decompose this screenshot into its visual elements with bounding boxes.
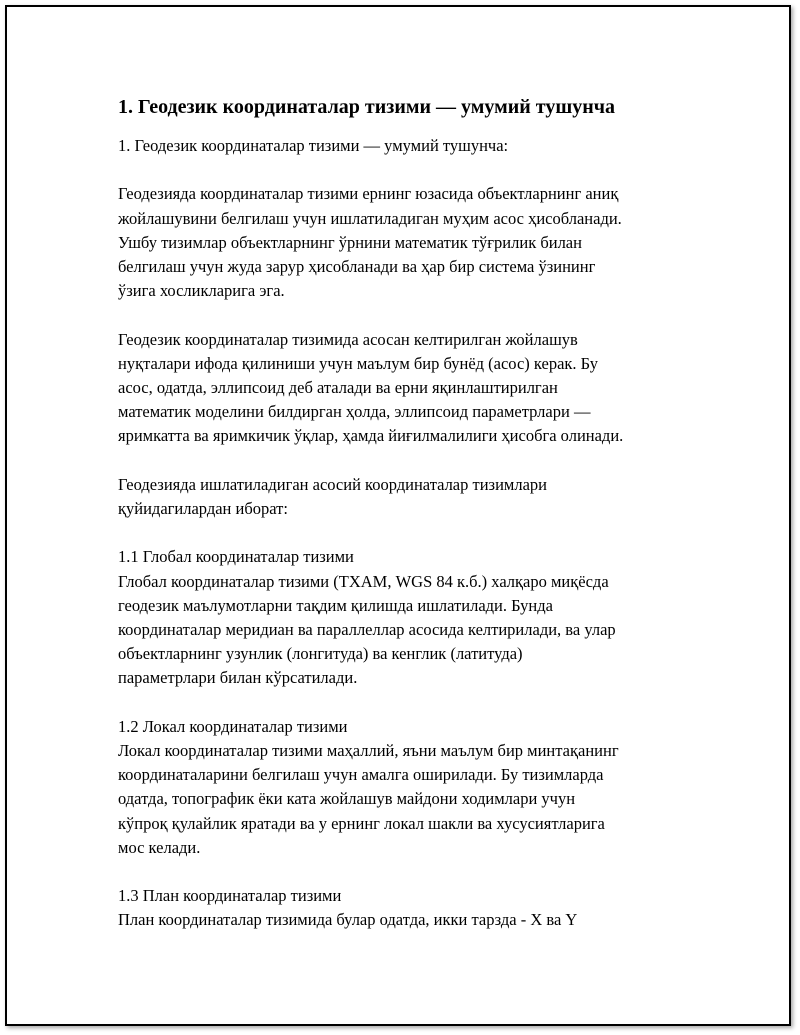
- text-line: кўпроқ қулайлик яратади ва у ернинг локал шакли ва хусусиятларига: [118, 813, 605, 833]
- text-line: объектларнинг узунлик (лонгитуда) ва кенглик (латитуда): [118, 644, 523, 664]
- document-body: [118, 134, 718, 933]
- text-line: мос келади.: [118, 837, 201, 857]
- text-line: 1.1 Глобал координаталар тизими: [118, 547, 354, 567]
- text-line: математик моделини билдирган ҳолда, эллипсоид параметрлари —: [118, 402, 591, 422]
- text-line: ўзига хосликларига эга.: [118, 281, 285, 301]
- paragraph-gap: [118, 521, 718, 545]
- text-line: Глобал координаталар тизими (ТХАМ, WGS 84 к.б.) халқаро миқёсда: [118, 571, 609, 591]
- text-line: одатда, топографик ёки ката жойлашув майдони ходимлари учун: [118, 789, 576, 809]
- text-line: параметрлари билан кўрсатилади.: [118, 668, 358, 688]
- text-line: 1.2 Локал координаталар тизими: [118, 716, 348, 736]
- text-line: яримкатта ва яримкичик ўқлар, ҳамда йиғилмалилиги ҳисобга олинади.: [118, 426, 624, 446]
- text-line: План координаталар тизимида булар одатда, икки тарзда - X ва Y: [118, 910, 578, 930]
- text-line: қуйидагилардан иборат:: [118, 499, 288, 518]
- text-line: 1. Геодезик координаталар тизими — умумий тушунча:: [118, 136, 509, 155]
- paragraph-gap: [118, 303, 718, 327]
- text-line: координаталарини белгилаш учун амалга оширилади. Бу тизимларда: [118, 765, 604, 785]
- text-line: Геодезик координаталар тизимида асосан келтирилган жойлашув: [118, 329, 578, 349]
- document-heading: 1. Геодезик координаталар тизими — умумий тушунча: [118, 96, 616, 118]
- text-line: координаталар меридиан ва параллеллар асосида келтирилади, ва улар: [118, 620, 616, 639]
- text-line: Геодезияда координаталар тизими ернинг юзасида объектларнинг аниқ: [118, 184, 619, 204]
- text-line: асос, одатда, эллипсоид деб аталади ва ерни яқинлаштирилган: [118, 378, 558, 397]
- text-line: белгилаш учун жуда зарур ҳисобланади ва ҳар бир система ўзининг: [118, 257, 596, 276]
- paragraph-gap: [118, 158, 718, 182]
- document-content: [118, 94, 718, 933]
- paragraph-gap: [118, 449, 718, 473]
- text-line: Локал координаталар тизими маҳаллий, яъни маълум бир минтақанинг: [118, 741, 619, 760]
- paragraph-gap: [118, 860, 718, 884]
- text-line: нуқталари ифода қилиниши учун маълум бир бунёд (асос) керак. Бу: [118, 353, 598, 373]
- text-line: геодезик маълумотларни тақдим қилишда ишлатилади. Бунда: [118, 595, 553, 615]
- text-line: 1.3 План координаталар тизими: [118, 886, 342, 906]
- text-line: жойлашувини белгилаш учун ишлатиладиган муҳим асос ҳисобланади.: [118, 208, 622, 228]
- text-line: Ушбу тизимлар объектларнинг ўрнини математик тўғрилик билан: [118, 232, 582, 252]
- text-line: Геодезияда ишлатиладиган асосий координаталар тизимлари: [118, 474, 547, 494]
- paragraph-gap: [118, 691, 718, 715]
